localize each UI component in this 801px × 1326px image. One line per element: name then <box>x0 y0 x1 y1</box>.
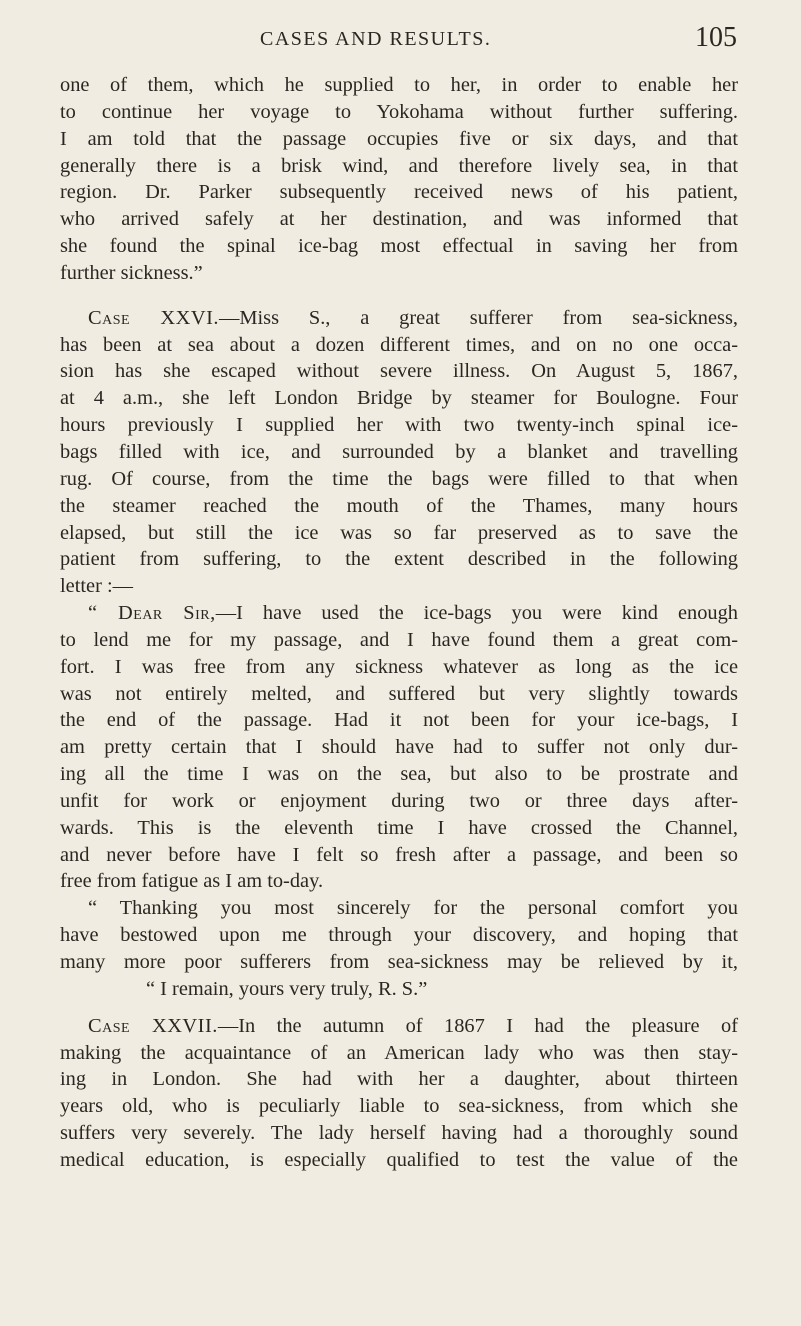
text-line: hours previously I supplied her with two twenty-inch spinal ice- <box>60 414 738 437</box>
text-line: free from fatigue as I am to-day. <box>60 870 324 893</box>
text-line: to continue her voyage to Yokohama without further suffering. <box>60 100 738 123</box>
text-line: Case XXVII.—In the autumn of 1867 I had the pleasure of <box>88 1014 738 1037</box>
text-line: have bestowed upon me through your discovery, and hoping that <box>60 924 738 947</box>
case-26-paragraph <box>60 305 738 600</box>
text-line: many more poor sufferers from sea-sickness may be relieved by it, <box>60 951 738 973</box>
text-line: suffers very severely. The lady herself having had a thoroughly sound <box>60 1122 738 1145</box>
case-label: Case XXVII. <box>88 1014 218 1037</box>
running-head: CASES AND RESULTS. <box>260 28 492 50</box>
text-line: sion has she escaped without severe illness. On August 5, 1867, <box>60 360 738 383</box>
text-line: was not entirely melted, and suffered but very slightly towards <box>60 682 738 705</box>
text-line: medical education, is especially qualified to test the value of the <box>60 1148 738 1171</box>
text-line: I am told that the passage occupies five or six days, and that <box>60 127 738 150</box>
page-header <box>60 18 737 62</box>
text-line: at 4 a.m., she left London Bridge by steamer for Boulogne. Four <box>60 387 738 410</box>
body-text <box>60 72 738 1174</box>
letter-closing-paragraph <box>60 895 738 1002</box>
text-line: making the acquaintance of an American lady who was then stay- <box>60 1041 738 1064</box>
text-line: “ Dear Sir,—I have used the ice-bags you were kind enough <box>88 602 738 625</box>
text-line: the end of the passage. Had it not been for your ice-bags, I <box>60 709 738 732</box>
text-line: has been at sea about a dozen different times, and on no one occa- <box>60 333 738 356</box>
text-line: Case XXVI.—Miss S., a great sufferer from sea-sickness, <box>88 306 738 329</box>
text-line: elapsed, but still the ice was so far preserved as to save the <box>60 521 738 544</box>
text-line: unfit for work or enjoyment during two or three days after- <box>60 789 738 812</box>
text-line: further sickness.” <box>60 261 203 284</box>
text-line: ing in London. She had with her a daughter, about thirteen <box>60 1068 738 1091</box>
text-line: fort. I was free from any sickness whatever as long as the ice <box>60 655 738 678</box>
text-line: she found the spinal ice-bag most effectual in saving her from <box>60 235 738 258</box>
text-line: bags filled with ice, and surrounded by a blanket and travelling <box>60 440 738 463</box>
letter-signoff: “ I remain, yours very truly, R. S.” <box>146 977 428 1000</box>
text-line: “ Thanking you most sincerely for the personal comfort you <box>88 897 738 920</box>
text-line: rug. Of course, from the time the bags were filled to that when <box>60 467 738 490</box>
text-line: wards. This is the eleventh time I have crossed the Channel, <box>60 816 738 839</box>
text-line: letter :— <box>60 575 134 598</box>
text-line: to lend me for my passage, and I have found them a great com- <box>60 628 738 651</box>
paragraph-continuation <box>60 72 738 287</box>
text-line: who arrived safely at her destination, and was informed that <box>60 208 738 231</box>
text-line: years old, who is peculiarly liable to sea-sickness, from which she <box>60 1095 738 1118</box>
text-line: one of them, which he supplied to her, in order to enable her <box>60 74 738 96</box>
text-line: the steamer reached the mouth of the Thames, many hours <box>60 494 738 517</box>
case-27-paragraph <box>60 1013 738 1174</box>
case-label: Case XXVI. <box>88 306 219 329</box>
page-number: 105 <box>695 22 737 53</box>
letter-salutation: “ Dear Sir, <box>88 602 216 625</box>
text-line: region. Dr. Parker subsequently received news of his patient, <box>60 181 738 204</box>
text-line: ing all the time I was on the sea, but also to be prostrate and <box>60 763 738 786</box>
text-line: and never before have I felt so fresh after a passage, and been so <box>60 843 738 866</box>
text-line: generally there is a brisk wind, and therefore lively sea, in that <box>60 154 738 177</box>
text-line: am pretty certain that I should have had to suffer not only dur- <box>60 736 738 759</box>
letter-paragraph <box>60 600 738 895</box>
text-line: patient from suffering, to the extent described in the following <box>60 548 738 571</box>
